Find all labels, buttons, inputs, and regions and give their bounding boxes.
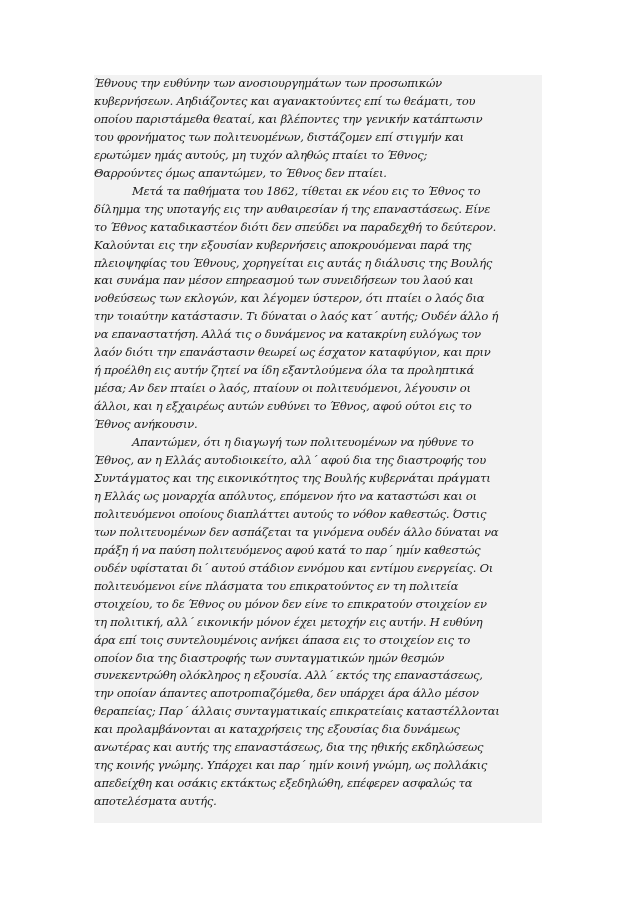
text-line: άλλοι, και η εξχαιρέως αυτών ευθύνει το Έθνος, αφού ούτοι εις το bbox=[94, 399, 472, 414]
text-line: άρα επί τοις συντελουμένοις ανήκει άπασα εις το στοιχείον εις το bbox=[94, 632, 470, 647]
text-line: της κοινής γνώμης. Υπάρχει και παρ΄ ημίν κοινή γνώμη, ως πολλάκις bbox=[94, 758, 488, 773]
paragraph-2 bbox=[94, 183, 542, 434]
text-line: Έθνος ανήκουσιν. bbox=[94, 417, 198, 432]
text-line: να επαναστατήση. Αλλά τις ο δυνάμενος να κατακρίνη ευλόγως τον bbox=[94, 327, 481, 342]
text-line: Έθνους την ευθύνην των ανοσιουργημάτων των προσωπικών bbox=[94, 76, 442, 90]
text-line: την τοιαύτην κατάστασιν. Τι δύναται ο λαός κατ΄ αυτής; Ουδέν άλλο ή bbox=[94, 309, 499, 324]
text-line: μέσα; Αν δεν πταίει ο λαός, πταίουν οι πολιτευόμενοι, λέγουσιν οι bbox=[94, 381, 471, 396]
paragraph-1 bbox=[94, 75, 542, 183]
text-line: και συνάμα παν μέσον επηρεασμού των συνειδήσεων του λαού και bbox=[94, 273, 474, 288]
text-line: στοιχείου, το δε Έθνος ου μόνον δεν είνε το επικρατούν στοιχείον εν bbox=[94, 596, 487, 611]
text-line: θεραπείας; Παρ΄ άλλαις συνταγματικαίς επικρατείαις καταστέλλονται bbox=[94, 704, 500, 719]
text-line: του φρονήματος των πολιτευομένων, διστάζομεν επί στιγμήν και bbox=[94, 129, 464, 144]
text-line: Θαρρούντες όμως απαντώμεν, το Έθνος δεν πταίει. bbox=[94, 165, 387, 180]
text-line: νοθεύσεως των εκλογών, και λέγομεν ύστερον, ότι πταίει ο λαός δια bbox=[94, 291, 485, 306]
text-line: αποτελέσματα αυτής. bbox=[94, 794, 217, 809]
text-line: οποίον δια της διαστροφής των συνταγματικών ημών θεσμών bbox=[94, 650, 445, 665]
text-line: και προλαμβάνονται αι καταχρήσεις της εξουσίας δια δυνάμεως bbox=[94, 722, 460, 737]
text-line: δίλημμα της υποταγής εις την αυθαιρεσίαν ή της επαναστάσεως. Είνε bbox=[94, 201, 491, 216]
text-line: Μετά τα παθήματα του 1862, τίθεται εκ νέου εις το Έθνος το bbox=[132, 183, 481, 198]
text-line: Καλούνται εις την εξουσίαν κυβερνήσεις αποκρουόμεναι παρά της bbox=[94, 237, 472, 252]
text-line: κυβερνήσεων. Αηδιάζοντες και αγανακτούντες επί τω θεάματι, του bbox=[94, 93, 476, 108]
text-line: ή προέλθη εις αυτήν ζητεί να ίδη εξαντλούμενα όλα τα προληπτικά bbox=[94, 363, 475, 378]
text-line: των πολιτευομένων δεν ασπάζεται τα γινόμενα ουδέν άλλο δύναται να bbox=[94, 524, 499, 539]
text-line: πολιτευόμενοι είνε πλάσματα του επικρατούντος εν τη πολιτεία bbox=[94, 578, 459, 593]
text-line: τη πολιτική, αλλ΄ εικονικήν μόνον έχει μετοχήν εις αυτήν. Η ευθύνη bbox=[94, 614, 483, 629]
text-line: Έθνος, αν η Ελλάς αυτοδιοικείτο, αλλ΄ αφού δια της διαστροφής του bbox=[94, 453, 486, 468]
text-line: πράξη ή να παύση πολιτευόμενος αφού κατά το παρ΄ ημίν καθεστώς bbox=[94, 542, 481, 557]
text-line: ερωτώμεν ημάς αυτούς, μη τυχόν αληθώς πταίει το Έθνος; bbox=[94, 147, 428, 162]
text-line: την οποίαν άπαντες αποτροπιαζόμεθα, δεν υπάρχει άρα άλλο μέσον bbox=[94, 686, 479, 701]
text-line: πλειοψηφίας του Έθνους, χορηγείται εις αυτάς η διάλυσις της Βουλής bbox=[94, 255, 493, 270]
text-line: ουδέν υφίσταται δι΄ αυτού στάδιον εννόμου και εντίμου ενεργείας. Οι bbox=[94, 560, 494, 575]
text-line: οποίου παριστάμεθα θεαταί, και βλέποντες την γενικήν κατάπτωσιν bbox=[94, 111, 483, 126]
text-line: απεδείχθη και οσάκις εκτάκτως εξεδηλώθη, επέφερεν ασφαλώς τα bbox=[94, 776, 473, 791]
paragraph-3 bbox=[94, 434, 542, 811]
text-line: λαόν διότι την επανάστασιν θεωρεί ως έσχατον καταφύγιον, και πριν bbox=[94, 345, 491, 360]
text-line: πολιτευόμενοι οποίους διαπλάττει αυτούς το νόθον καθεστώς. Όστις bbox=[94, 506, 487, 521]
text-line: το Έθνος καταδικαστέον διότι δεν σπεύδει να παραδεχθή το δεύτερον. bbox=[94, 219, 496, 234]
text-line: συνεκεντρώθη ολόκληρος η εξουσία. Αλλ΄ εκτός της επαναστάσεως, bbox=[94, 668, 483, 683]
document-text-block bbox=[94, 75, 542, 823]
text-line: ανωτέρας και αυτής της επαναστάσεως, δια της ηθικής εκδηλώσεως bbox=[94, 740, 484, 755]
text-line: Απαντώμεν, ότι η διαγωγή των πολιτευομένων να ηύθυνε το bbox=[132, 435, 474, 450]
text-line: η Ελλάς ως μοναρχία απόλυτος, επόμενον ήτο να καταστώσι και οι bbox=[94, 488, 477, 503]
text-line: Συντάγματος και της εικονικότητος της Βουλής κυβερνάται πράγματι bbox=[94, 470, 491, 485]
